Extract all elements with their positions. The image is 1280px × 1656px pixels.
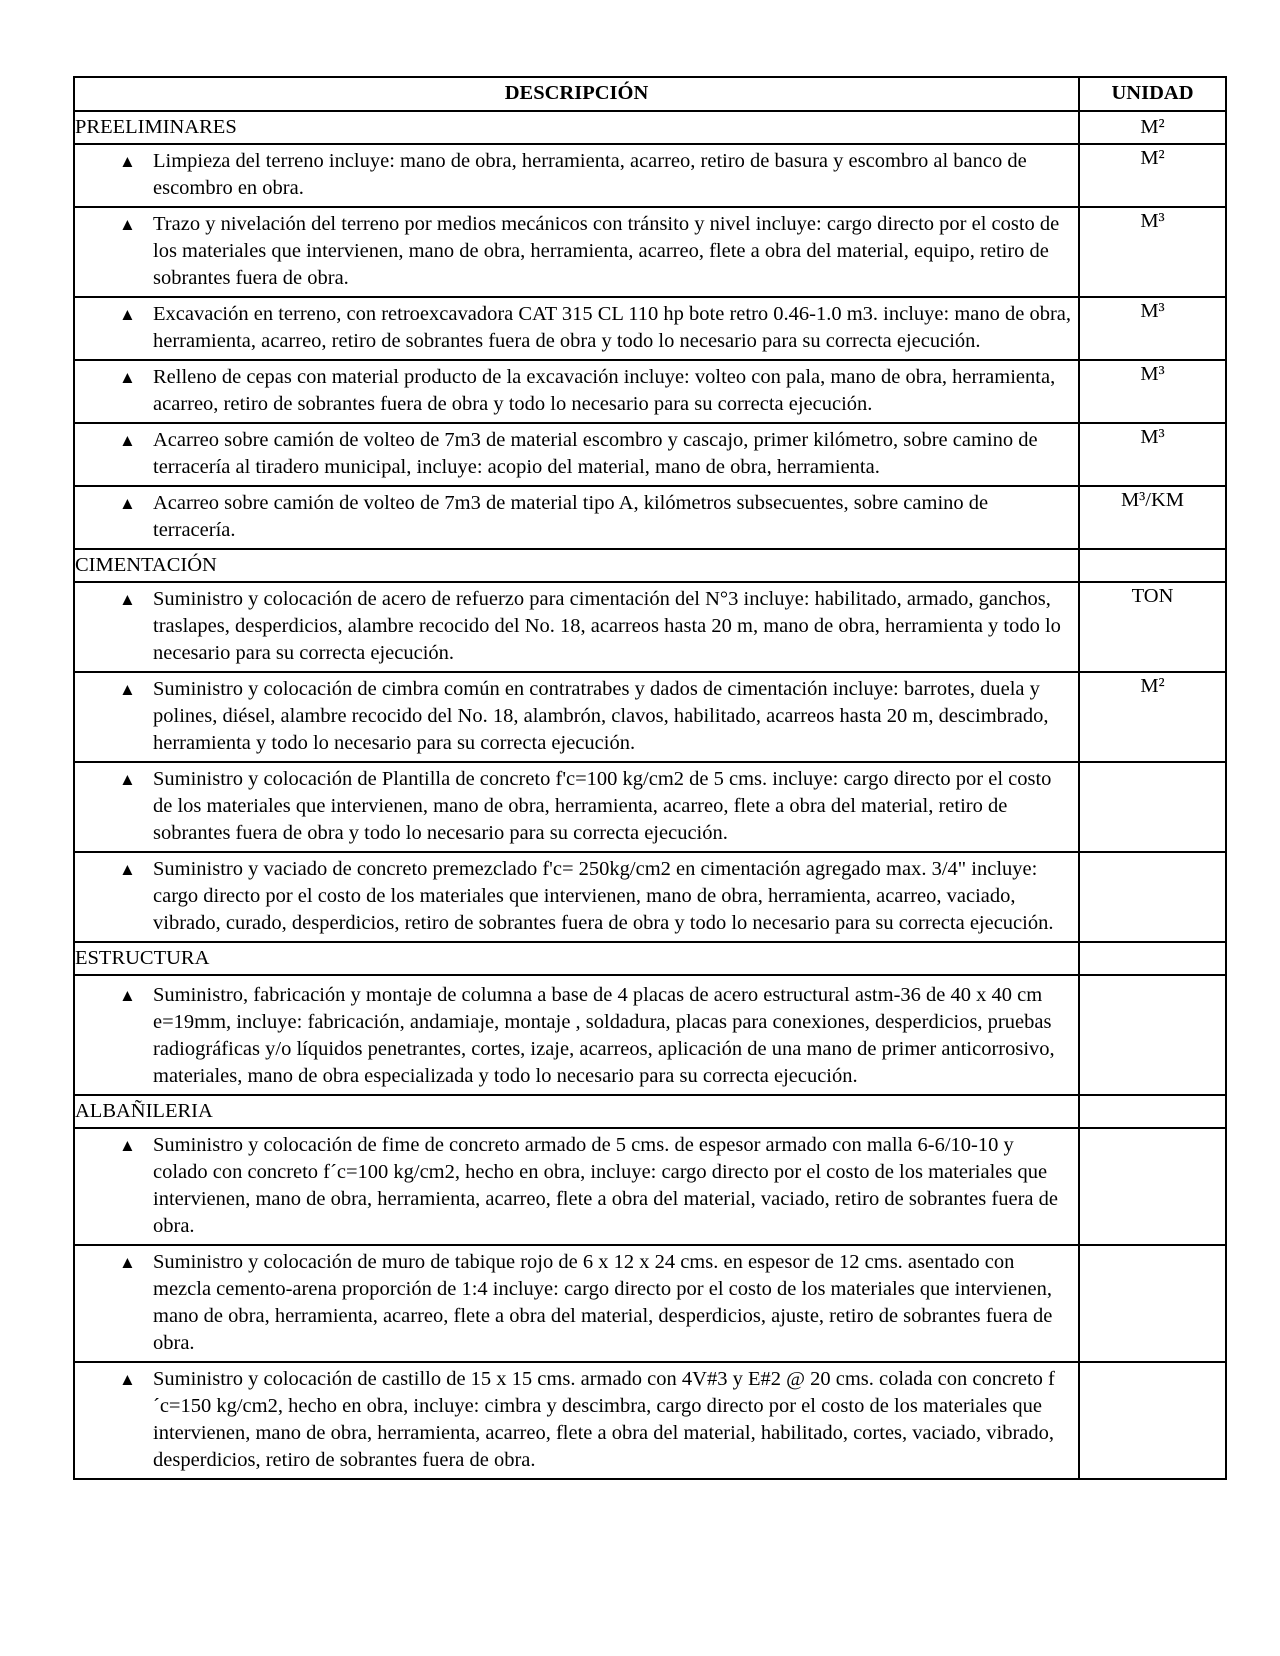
item-description-cell xyxy=(74,672,1079,762)
section-unit xyxy=(1079,1095,1226,1128)
triangle-bullet-icon: ▲ xyxy=(119,305,136,324)
triangle-bullet-icon: ▲ xyxy=(119,986,136,1005)
triangle-bullet-icon: ▲ xyxy=(119,1253,136,1272)
item-unit xyxy=(1079,1362,1226,1479)
table-row xyxy=(74,207,1226,297)
item-unit: M³ xyxy=(1079,297,1226,360)
item-description: Acarreo sobre camión de volteo de 7m3 de material escombro y cascajo, primer kilómetro, sobre camino de terracería al tiradero municipal, incluye: acopio del material, mano de obra, herramienta. xyxy=(153,429,1038,478)
item-description-cell xyxy=(74,423,1079,486)
section-unit xyxy=(1079,942,1226,975)
section-row-estructura xyxy=(74,942,1226,975)
item-description: Suministro y colocación de fime de concreto armado de 5 cms. de espesor armado con malla 6-6/10-10 y colado con concreto f´c=100 kg/cm2, hecho en obra, incluye: cargo directo por el costo de los materiales que intervienen, mano de obra, herramienta, acarreo, flete a obra del material, vaciado, retiro de sobrantes fuera de obra. xyxy=(153,1134,1058,1237)
triangle-bullet-icon: ▲ xyxy=(119,590,136,609)
item-description: Relleno de cepas con material producto de la excavación incluye: volteo con pala, mano de obra, herramienta, acarreo, retiro de sobrantes fuera de obra y todo lo necesario para su correcta ejecución. xyxy=(153,366,1056,415)
section-title: ALBAÑILERIA xyxy=(74,1095,1079,1128)
triangle-bullet-icon: ▲ xyxy=(119,215,136,234)
unit-header: UNIDAD xyxy=(1079,77,1226,111)
section-title: CIMENTACIÓN xyxy=(74,549,1079,582)
section-unit: M² xyxy=(1079,111,1226,144)
item-description-cell xyxy=(74,1362,1079,1479)
table-row xyxy=(74,1128,1226,1245)
table-row xyxy=(74,1362,1226,1479)
triangle-bullet-icon: ▲ xyxy=(119,1136,136,1155)
item-unit xyxy=(1079,975,1226,1095)
table-row xyxy=(74,762,1226,852)
section-title: PREELIMINARES xyxy=(74,111,1079,144)
section-row-albanileria xyxy=(74,1095,1226,1128)
item-description-cell xyxy=(74,144,1079,207)
table-row xyxy=(74,144,1226,207)
item-description: Suministro y colocación de Plantilla de concreto f'c=100 kg/cm2 de 5 cms. incluye: cargo directo por el costo de los materiales que intervienen, mano de obra, herramienta, acarreo, flete a obra del material, retiro de sobrantes fuera de obra y todo lo necesario para su correcta ejecución. xyxy=(153,768,1052,844)
item-unit: TON xyxy=(1079,582,1226,672)
item-description-cell xyxy=(74,852,1079,942)
table-row xyxy=(74,582,1226,672)
item-description-cell xyxy=(74,1128,1079,1245)
table-row xyxy=(74,672,1226,762)
triangle-bullet-icon: ▲ xyxy=(119,680,136,699)
description-header: DESCRIPCIÓN xyxy=(74,77,1079,111)
item-unit: M² xyxy=(1079,144,1226,207)
item-unit xyxy=(1079,762,1226,852)
item-description-cell xyxy=(74,762,1079,852)
item-unit: M² xyxy=(1079,672,1226,762)
item-description: Limpieza del terreno incluye: mano de obra, herramienta, acarreo, retiro de basura y escombro al banco de escombro en obra. xyxy=(153,150,1027,199)
triangle-bullet-icon: ▲ xyxy=(119,1370,136,1389)
section-unit xyxy=(1079,549,1226,582)
triangle-bullet-icon: ▲ xyxy=(119,431,136,450)
item-unit xyxy=(1079,852,1226,942)
item-unit: M³ xyxy=(1079,207,1226,297)
item-description: Suministro y vaciado de concreto premezclado f'c= 250kg/cm2 en cimentación agregado max. 3/4" incluye: cargo directo por el costo de los materiales que intervienen, mano de obra, herramienta, acarreo, vaciado, vibrado, curado, desperdicios, retiro de sobrantes fuera de obra y todo lo necesario para su correcta ejecución. xyxy=(153,858,1054,934)
triangle-bullet-icon: ▲ xyxy=(119,494,136,513)
item-description: Suministro y colocación de cimbra común en contratrabes y dados de cimentación incluye: barrotes, duela y polines, diésel, alambre recocido del No. 18, alambrón, clavos, habilitado, acarreos hasta 20 m, descimbrado, herramienta y todo lo necesario para su correcta ejecución. xyxy=(153,678,1049,754)
triangle-bullet-icon: ▲ xyxy=(119,368,136,387)
section-row-preeliminares xyxy=(74,111,1226,144)
triangle-bullet-icon: ▲ xyxy=(119,770,136,789)
table-body xyxy=(74,111,1226,1479)
item-description-cell xyxy=(74,582,1079,672)
table-row xyxy=(74,975,1226,1095)
item-description: Excavación en terreno, con retroexcavadora CAT 315 CL 110 hp bote retro 0.46-1.0 m3. incluye: mano de obra, herramienta, acarreo, retiro de sobrantes fuera de obra y todo lo necesario para su correcta ejecución. xyxy=(153,303,1072,352)
item-description-cell xyxy=(74,207,1079,297)
item-description-cell xyxy=(74,975,1079,1095)
section-title: ESTRUCTURA xyxy=(74,942,1079,975)
item-description: Acarreo sobre camión de volteo de 7m3 de material tipo A, kilómetros subsecuentes, sobre camino de terracería. xyxy=(153,492,989,541)
triangle-bullet-icon: ▲ xyxy=(119,152,136,171)
item-description-cell xyxy=(74,1245,1079,1362)
table-row xyxy=(74,852,1226,942)
item-description-cell xyxy=(74,360,1079,423)
concepts-table xyxy=(73,76,1227,1480)
header-row xyxy=(74,77,1226,111)
item-unit: M³ xyxy=(1079,360,1226,423)
triangle-bullet-icon: ▲ xyxy=(119,860,136,879)
item-description: Suministro y colocación de muro de tabique rojo de 6 x 12 x 24 cms. en espesor de 12 cms. asentado con mezcla cemento-arena proporción de 1:4 incluye: cargo directo por el costo de los materiales que intervienen, mano de obra, herramienta, acarreo, flete a obra del material, desperdicios, ajuste, retiro de sobrantes fuera de obra. xyxy=(153,1251,1053,1354)
table-row xyxy=(74,297,1226,360)
item-description: Trazo y nivelación del terreno por medios mecánicos con tránsito y nivel incluye: cargo directo por el costo de los materiales que intervienen, mano de obra, herramienta, acarreo, flete a obra del material, equipo, retiro de sobrantes fuera de obra. xyxy=(153,213,1060,289)
item-unit xyxy=(1079,1245,1226,1362)
table-row xyxy=(74,423,1226,486)
section-row-cimentacion xyxy=(74,549,1226,582)
table-row xyxy=(74,1245,1226,1362)
item-description-cell xyxy=(74,486,1079,549)
item-description: Suministro y colocación de castillo de 15 x 15 cms. armado con 4V#3 y E#2 @ 20 cms. colada con concreto f´c=150 kg/cm2, hecho en obra, incluye: cimbra y descimbra, cargo directo por el costo de los materiales que intervienen, mano de obra, herramienta, acarreo, flete a obra del material, habilitado, cortes, vaciado, vibrado, desperdicios, retiro de sobrantes fuera de obra. xyxy=(153,1368,1055,1471)
item-unit: M³ xyxy=(1079,423,1226,486)
item-description: Suministro y colocación de acero de refuerzo para cimentación del N°3 incluye: habilitado, armado, ganchos, traslapes, desperdicios, alambre recocido del No. 18, acarreos hasta 20 m, mano de obra, herramienta y todo lo necesario para su correcta ejecución. xyxy=(153,588,1061,664)
table-row xyxy=(74,360,1226,423)
item-unit: M³/KM xyxy=(1079,486,1226,549)
item-description-cell xyxy=(74,297,1079,360)
item-unit xyxy=(1079,1128,1226,1245)
item-description: Suministro, fabricación y montaje de columna a base de 4 placas de acero estructural astm-36 de 40 x 40 cm e=19mm, incluye: fabricación, andamiaje, montaje , soldadura, placas para conexiones, desperdicios, pruebas radiográficas y/o líquidos penetrantes, cortes, izaje, acarreos, aplicación de una mano de primer anticorrosivo, materiales, mano de obra especializada y todo lo necesario para su correcta ejecución. xyxy=(153,984,1055,1087)
table-row xyxy=(74,486,1226,549)
